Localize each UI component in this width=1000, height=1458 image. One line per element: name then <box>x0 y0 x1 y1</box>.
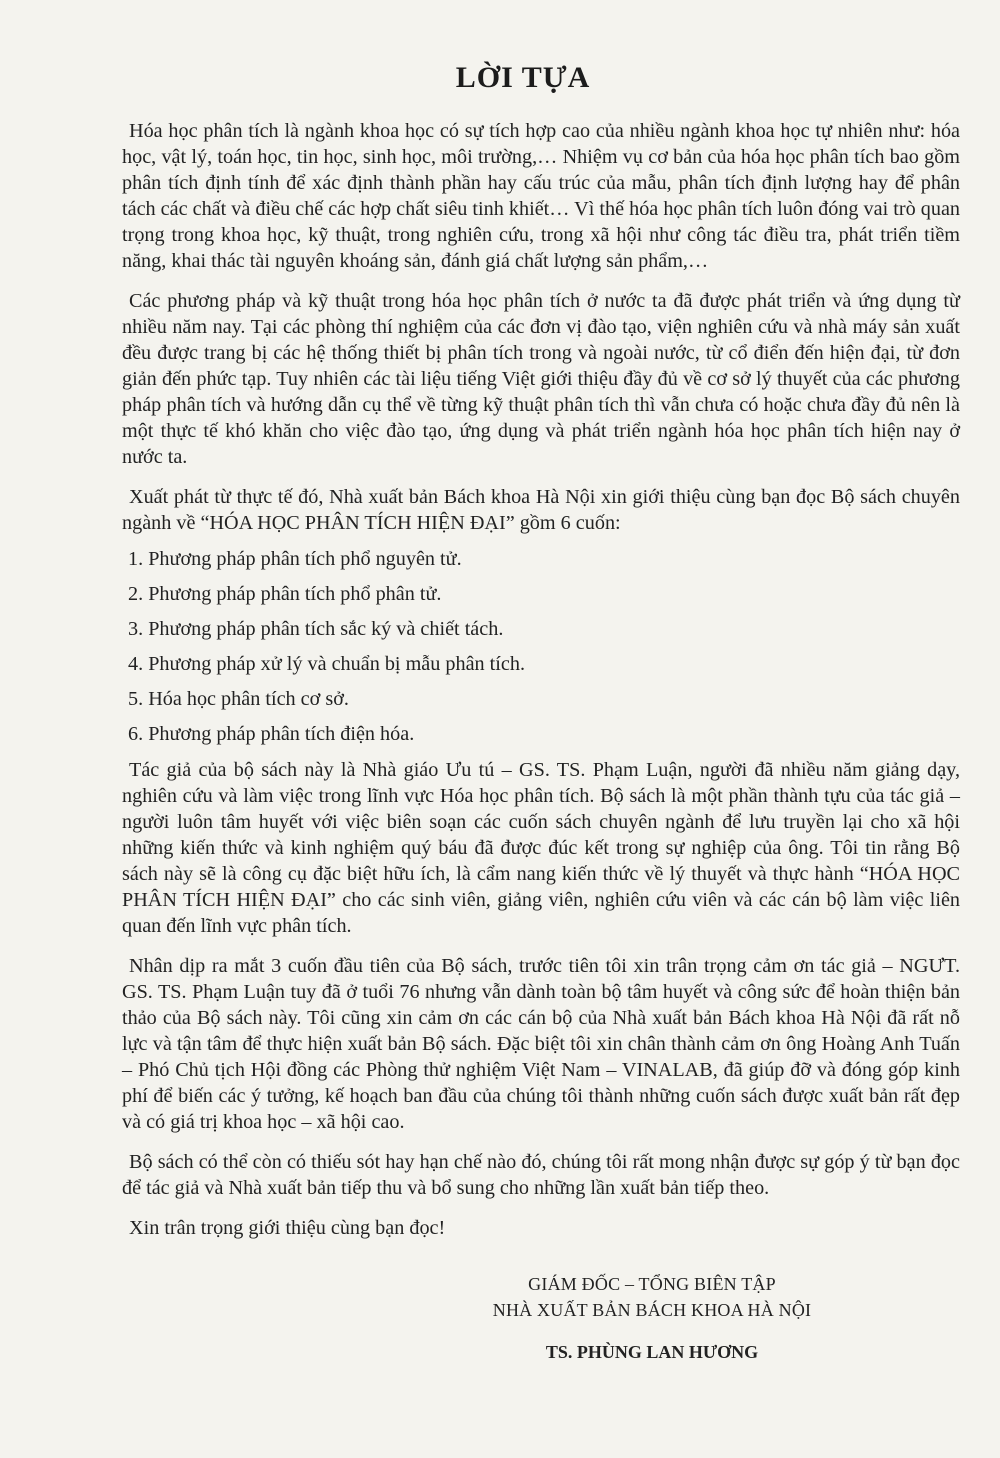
book-list <box>122 546 960 747</box>
paragraph-closing: Xin trân trọng giới thiệu cùng bạn đọc! <box>129 1217 446 1239</box>
list-item: 5. Hóa học phân tích cơ sở. <box>128 688 349 710</box>
list-item: 1. Phương pháp phân tích phổ nguyên tử. <box>128 548 462 570</box>
paragraph-feedback: Bộ sách có thể còn có thiếu sót hay hạn chế nào đó, chúng tôi rất mong nhận được sự góp ý từ bạn đọc để tác giả và Nhà xuất bản tiếp thu và bổ sung cho những lần xuất bản tiếp theo. <box>122 1151 960 1199</box>
signature-name: TS. PHÙNG LAN HƯƠNG <box>545 1342 759 1362</box>
signature-block <box>462 1271 842 1365</box>
paragraph-intro: Hóa học phân tích là ngành khoa học có sự tích hợp cao của nhiều ngành khoa học tự nhiên như: hóa học, vật lý, toán học, tin học, sinh học, môi trường,… Nhiệm vụ cơ bản của hóa học phân tích bao gồm phân tích định tính để xác định thành phần hay cấu trúc của mẫu, phân tích định lượng hay để phân tách các chất và điều chế các hợp chất siêu tinh khiết… Vì thế hóa học phân tích luôn đóng vai trò quan trọng trong khoa học, kỹ thuật, trong nghiên cứu, trong xã hội như công tác điều tra, phát triển tiềm năng, khai thác tài nguyên khoáng sản, đánh giá chất lượng sản phẩm,… <box>122 120 960 272</box>
paragraph-author: Tác giả của bộ sách này là Nhà giáo Ưu tú – GS. TS. Phạm Luận, người đã nhiều năm giảng dạy, nghiên cứu và làm việc trong lĩnh vực Hóa học phân tích. Bộ sách là một phần thành tựu của tác giả – người luôn tâm huyết với việc biên soạn các cuốn sách chuyên ngành để lưu truyền lại cho xã hội những kiến thức và kinh nghiệm quý báu đã được đúc kết trong sự nghiệp của ông. Tôi tin rằng Bộ sách này sẽ là công cụ đặc biệt hữu ích, là cẩm nang kiến thức về lý thuyết và thực hành “HÓA HỌC PHÂN TÍCH HIỆN ĐẠI” cho các sinh viên, giảng viên, nghiên cứu viên và các cán bộ làm việc liên quan đến lĩnh vực phân tích. <box>122 759 960 937</box>
list-item: 4. Phương pháp xử lý và chuẩn bị mẫu phân tích. <box>128 653 525 675</box>
paragraph-methods: Các phương pháp và kỹ thuật trong hóa học phân tích ở nước ta đã được phát triển và ứng dụng từ nhiều năm nay. Tại các phòng thí nghiệm của các đơn vị đào tạo, viện nghiên cứu và nhà máy sản xuất đều được trang bị các hệ thống thiết bị phân tích trong và ngoài nước, từ cổ điển đến hiện đại, từ đơn giản đến phức tạp. Tuy nhiên các tài liệu tiếng Việt giới thiệu đầy đủ về cơ sở lý thuyết của các phương pháp phân tích và hướng dẫn cụ thể về từng kỹ thuật phân tích thì vẫn chưa có hoặc chưa đầy đủ nên là một thực tế khó khăn cho việc đào tạo, ứng dụng và phát triển ngành hóa học phân tích hiện nay ở nước ta. <box>122 290 960 468</box>
list-item: 2. Phương pháp phân tích phổ phân tử. <box>128 583 442 605</box>
signature-position: GIÁM ĐỐC – TỔNG BIÊN TẬP <box>528 1274 776 1294</box>
paragraph-series-intro: Xuất phát từ thực tế đó, Nhà xuất bản Bách khoa Hà Nội xin giới thiệu cùng bạn đọc Bộ sách chuyên ngành về “HÓA HỌC PHÂN TÍCH HIỆN ĐẠI” gồm 6 cuốn: <box>122 486 960 534</box>
paragraph-thanks: Nhân dịp ra mắt 3 cuốn đầu tiên của Bộ sách, trước tiên tôi xin trân trọng cảm ơn tác giả – NGƯT. GS. TS. Phạm Luận tuy đã ở tuổi 76 nhưng vẫn dành toàn bộ tâm huyết và công sức để hoàn thiện bản thảo của Bộ sách này. Tôi cũng xin cảm ơn các cán bộ của Nhà xuất bản Bách khoa Hà Nội đã rất nỗ lực và tận tâm để thực hiện xuất bản Bộ sách. Đặc biệt tôi xin chân thành cảm ơn ông Hoàng Anh Tuấn – Phó Chủ tịch Hội đồng các Phòng thử nghiệm Việt Nam – VINALAB, đã giúp đỡ và đóng góp kinh phí để biến các ý tưởng, kế hoạch ban đầu của chúng tôi thành những cuốn sách được xuất bản rất đẹp và có giá trị khoa học – xã hội cao. <box>122 955 960 1133</box>
list-item: 6. Phương pháp phân tích điện hóa. <box>128 723 415 745</box>
signature-organization: NHÀ XUẤT BẢN BÁCH KHOA HÀ NỘI <box>492 1300 812 1320</box>
list-item: 3. Phương pháp phân tích sắc ký và chiết tách. <box>128 618 504 640</box>
page-title: LỜI TỰA <box>455 61 591 94</box>
